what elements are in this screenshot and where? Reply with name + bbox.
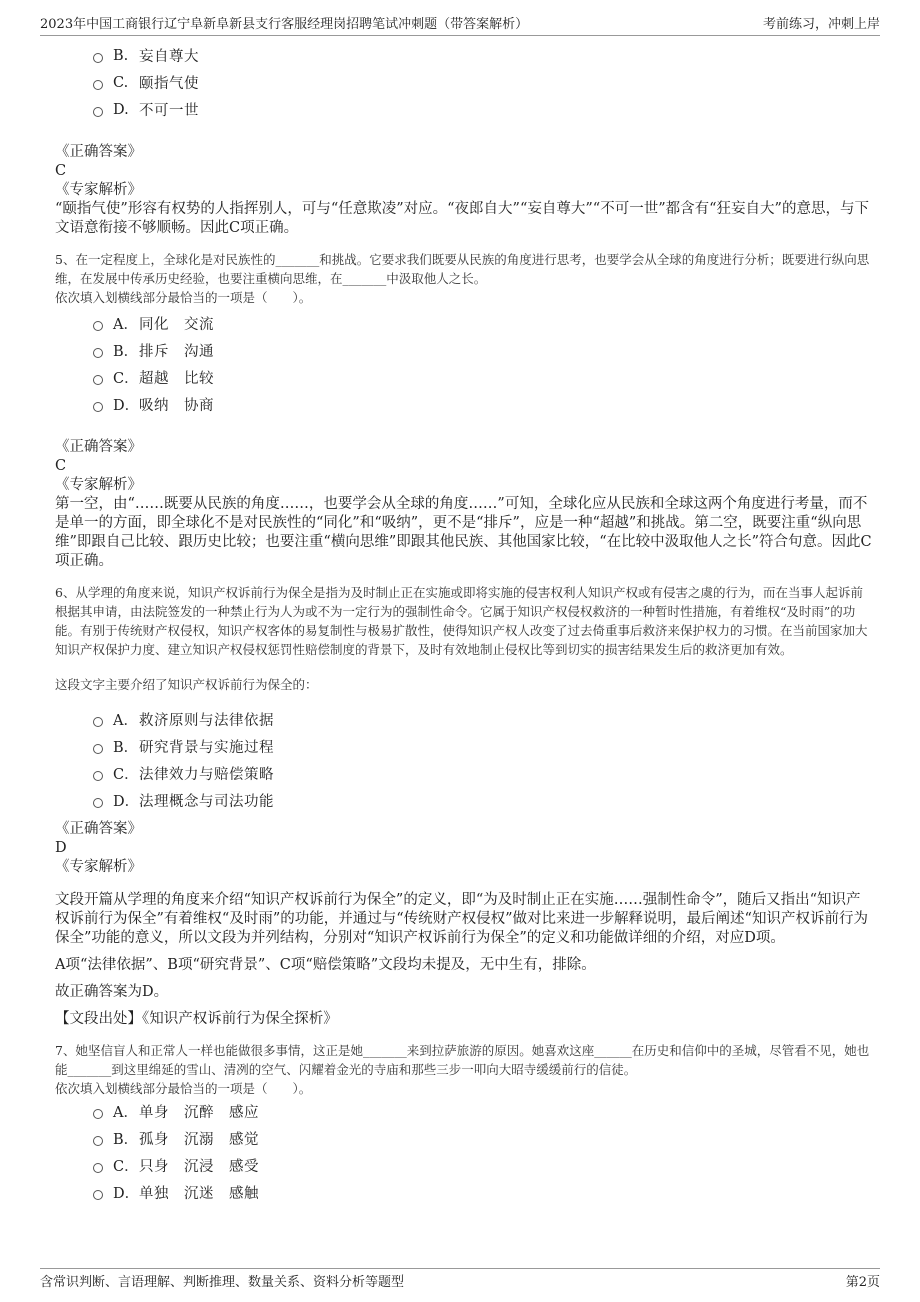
question-7 — [55, 1041, 875, 1206]
q7-option-c[interactable]: C． 只身 沉浸 感受 — [93, 1152, 875, 1179]
q5-option-a[interactable]: A． 同化 交流 — [93, 310, 875, 337]
page-footer — [40, 1268, 880, 1291]
page-number: 第2页 — [845, 1274, 880, 1290]
q5-option-b[interactable]: B． 排斥 沟通 — [93, 337, 875, 364]
page-header — [40, 10, 880, 36]
analysis-label: 《专家解析》 — [55, 859, 142, 875]
analysis-label: 《专家解析》 — [55, 182, 142, 198]
analysis-text: 文段开篇从学理的角度来介绍“知识产权诉前行为保全”的定义，即“为及时制止正在实施……强制性命令”，随后又指出“知识产权诉前行为保全”有着维权“及时雨”的功能，并通过与“传统财产权侵权”做对比来进一步解释说明，最后阐述“知识产权诉前行为保全”功能的意义，所以文段为并列结构，分别对“知识产权诉前行为保全”的定义和功能做详细的介绍，对应D项。 — [55, 892, 868, 946]
source-citation: 【文段出处】《知识产权诉前行为保全探析》 — [55, 1011, 338, 1027]
radio-icon[interactable] — [93, 1163, 103, 1173]
answer-label: 《正确答案》 — [55, 821, 142, 837]
analysis-label: 《专家解析》 — [55, 477, 142, 493]
q7-option-d[interactable]: D． 单独 沉迷 感触 — [93, 1179, 875, 1206]
question-stem: 7、她坚信盲人和正常人一样也能做很多事情，这正是她_______来到拉萨旅游的原因。她喜欢这座______在历史和信仰中的圣城，尽管看不见，她也能_______到这里绵延的雪山、清冽的空气、闪耀着金光的寺庙和那些三步一叩向大昭寺缓缓前行的信徒。 — [55, 1043, 870, 1077]
q4-options — [55, 42, 875, 123]
radio-icon[interactable] — [93, 1109, 103, 1119]
q7-option-a[interactable]: A． 单身 沉醉 感应 — [93, 1098, 875, 1125]
q4-option-b[interactable]: B. 妄自尊大 — [93, 42, 875, 69]
question-prompt: 这段文字主要介绍了知识产权诉前行为保全的： — [55, 677, 318, 692]
q6-option-b[interactable]: B． 研究背景与实施过程 — [93, 733, 875, 760]
q7-options — [55, 1098, 875, 1206]
q5-option-d[interactable]: D． 吸纳 协商 — [93, 391, 875, 418]
radio-icon[interactable] — [93, 375, 103, 385]
q6-options — [55, 706, 875, 814]
radio-icon[interactable] — [93, 80, 103, 90]
q4-option-d[interactable]: D. 不可一世 — [93, 96, 875, 123]
radio-icon[interactable] — [93, 1190, 103, 1200]
q5-option-c[interactable]: C． 超越 比较 — [93, 364, 875, 391]
radio-icon[interactable] — [93, 348, 103, 358]
question-prompt: 依次填入划横线部分最恰当的一项是（ ）。 — [55, 290, 312, 305]
question-5 — [55, 250, 875, 571]
q6-option-a[interactable]: A． 救济原则与法律依据 — [93, 706, 875, 733]
question-6 — [55, 583, 875, 1029]
analysis-text-2: A项“法律依据”、B项“研究背景”、C项“赔偿策略”文段均未提及，无中生有，排除。 — [55, 957, 596, 973]
q6-answer-block — [55, 820, 875, 1029]
radio-icon[interactable] — [93, 53, 103, 63]
radio-icon[interactable] — [93, 1136, 103, 1146]
question-prompt: 依次填入划横线部分最恰当的一项是（ ）。 — [55, 1081, 312, 1096]
q4-option-c[interactable]: C. 颐指气使 — [93, 69, 875, 96]
answer-value: C — [55, 458, 67, 474]
q6-option-c[interactable]: C． 法律效力与赔偿策略 — [93, 760, 875, 787]
analysis-text-3: 故正确答案为D。 — [55, 984, 169, 1000]
radio-icon[interactable] — [93, 771, 103, 781]
radio-icon[interactable] — [93, 798, 103, 808]
analysis-text: 第一空，由“……既要从民族的角度……，也要学会从全球的角度……”可知，全球化应从民族和全球这两个角度进行考量，而不是单一的方面，即全球化不是对民族性的“同化”和“吸纳”，更不是“排斥”，应是一种“超越”和挑战。第二空，既要注重“纵向思维”即跟自己比较、跟历史比较；也要注重“横向思维”即跟其他民族、其他国家比较，“在比较中汲取他人之长”符合句意。因此C项正确。 — [55, 496, 872, 569]
q6-option-d[interactable]: D． 法理概念与司法功能 — [93, 787, 875, 814]
document-title: 2023年中国工商银行辽宁阜新阜新县支行客服经理岗招聘笔试冲刺题（带答案解析） — [40, 17, 529, 32]
header-slogan: 考前练习，冲刺上岸 — [762, 17, 880, 32]
answer-value: D — [55, 840, 67, 856]
page-content — [55, 40, 875, 1206]
radio-icon[interactable] — [93, 402, 103, 412]
question-stem: 5、在一定程度上，全球化是对民族性的_______和挑战。它要求我们既要从民族的角度进行思考，也要学会从全球的角度进行分析；既要进行纵向思维，在发展中传承历史经验，也要注重横向思维，在_______中汲取他人之长。 — [55, 252, 870, 286]
footer-categories: 含常识判断、言语理解、判断推理、数量关系、资料分析等题型 — [40, 1274, 405, 1290]
radio-icon[interactable] — [93, 717, 103, 727]
answer-label: 《正确答案》 — [55, 439, 142, 455]
q5-options — [55, 310, 875, 418]
question-stem: 6、从学理的角度来说，知识产权诉前行为保全是指为及时制止正在实施或即将实施的侵害权利人知识产权或有侵害之虞的行为，而在当事人起诉前根据其申请，由法院签发的一种禁止行为人为或不为一定行为的强制性命令。它属于知识产权侵权救济的一种暂时性措施，有着维权“及时雨”的功能。有别于传统财产权侵权，知识产权客体的易复制性与极易扩散性，使得知识产权人改变了过去倚重事后救济来保护权力的习惯。在当前国家加大知识产权保护力度、建立知识产权侵权惩罚性赔偿制度的背景下，及时有效地制止侵权比等到切实的损害结果发生后的救济更加有效。 — [55, 585, 868, 657]
q5-answer-block — [55, 438, 875, 571]
radio-icon[interactable] — [93, 107, 103, 117]
q4-answer-block — [55, 143, 875, 238]
radio-icon[interactable] — [93, 321, 103, 331]
answer-label: 《正确答案》 — [55, 144, 142, 160]
answer-value: C — [55, 163, 67, 179]
analysis-text: “颐指气使”形容有权势的人指挥别人，可与“任意欺凌”对应。“夜郎自大”“妄自尊大”“不可一世”都含有“狂妄自大”的意思，与下文语意衔接不够顺畅。因此C项正确。 — [55, 201, 869, 236]
radio-icon[interactable] — [93, 744, 103, 754]
q7-option-b[interactable]: B． 孤身 沉溺 感觉 — [93, 1125, 875, 1152]
